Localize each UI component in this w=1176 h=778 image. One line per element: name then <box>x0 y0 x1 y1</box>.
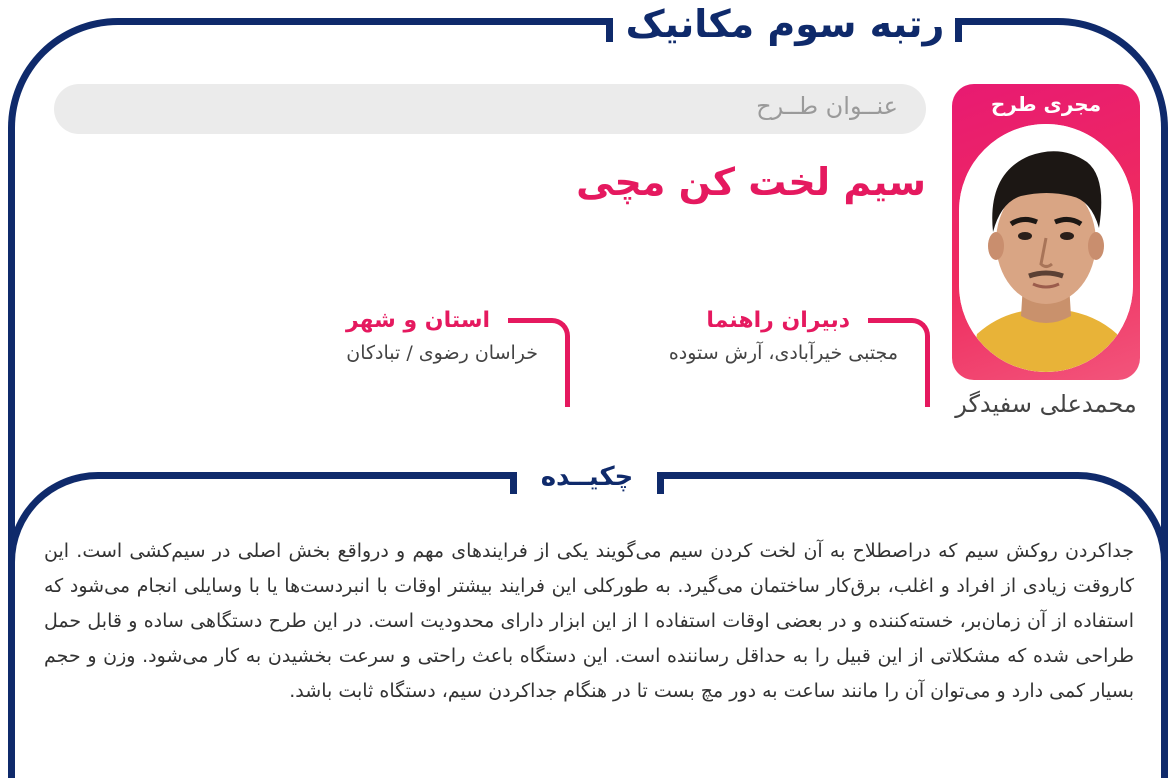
advisors-block <box>650 308 930 404</box>
location-label: استان و شهر <box>345 308 490 333</box>
presenter-photo <box>959 124 1133 372</box>
advisors-label: دبیران راهنما <box>706 308 850 333</box>
project-label-pill <box>54 84 926 134</box>
abstract-text: جداکردن روکش سیم که دراصطلاح به آن لخت کردن سیم می‌گویند یکی از فرایندهای مهم و درواقع بخش اصلی در سیم‌کشی است. این کاروقت زیادی از افراد و اغلب، برق‌کار ساختمان می‌گیرد. به طورکلی این فرایند بیشتر اوقات با انبردست‌ها یا با وسایلی انجام می‌شود که استفاده از آن زمان‌بر، خسته‌کننده و در بعضی اوقات استفاده ا از این ابزار دارای محدودیت است. در این طرح دستگاهی ساده و قابل حمل طراحی شده که مشکلاتی از این قبیل را به حداقل رساننده است. این دستگاه باعث راحتی و سرعت بخشیدن به کار می‌شود. وزن و حجم بسیار کمی دارد و می‌توان آن را مانند ساعت به دور مچ بست تا در هنگام جداکردن سیم، دستگاه ثابت باشد. <box>44 540 1134 702</box>
location-value: خراسان رضوی / تبادکان <box>346 342 538 364</box>
location-block <box>320 308 570 404</box>
advisors-names: مجتبی خیرآبادی، آرش ستوده <box>668 342 898 364</box>
advisors-dash <box>868 318 898 323</box>
presenter-label: مجری طرح <box>990 92 1102 116</box>
abstract-tick-right <box>657 472 664 494</box>
location-dash <box>508 318 538 323</box>
frame-tick-right <box>955 18 962 42</box>
portrait-image <box>959 124 1133 372</box>
presenter-card <box>952 84 1140 380</box>
project-label: عنــوان طــرح <box>756 92 898 120</box>
rank-title: رتبه سوم مکانیک <box>625 2 945 46</box>
frame-tick-left <box>606 18 613 42</box>
abstract-title: چکیــده <box>540 462 634 492</box>
project-title: سیم لخت کن مچی <box>576 160 926 204</box>
presenter-name: محمدعلی سفیدگر <box>955 390 1137 418</box>
